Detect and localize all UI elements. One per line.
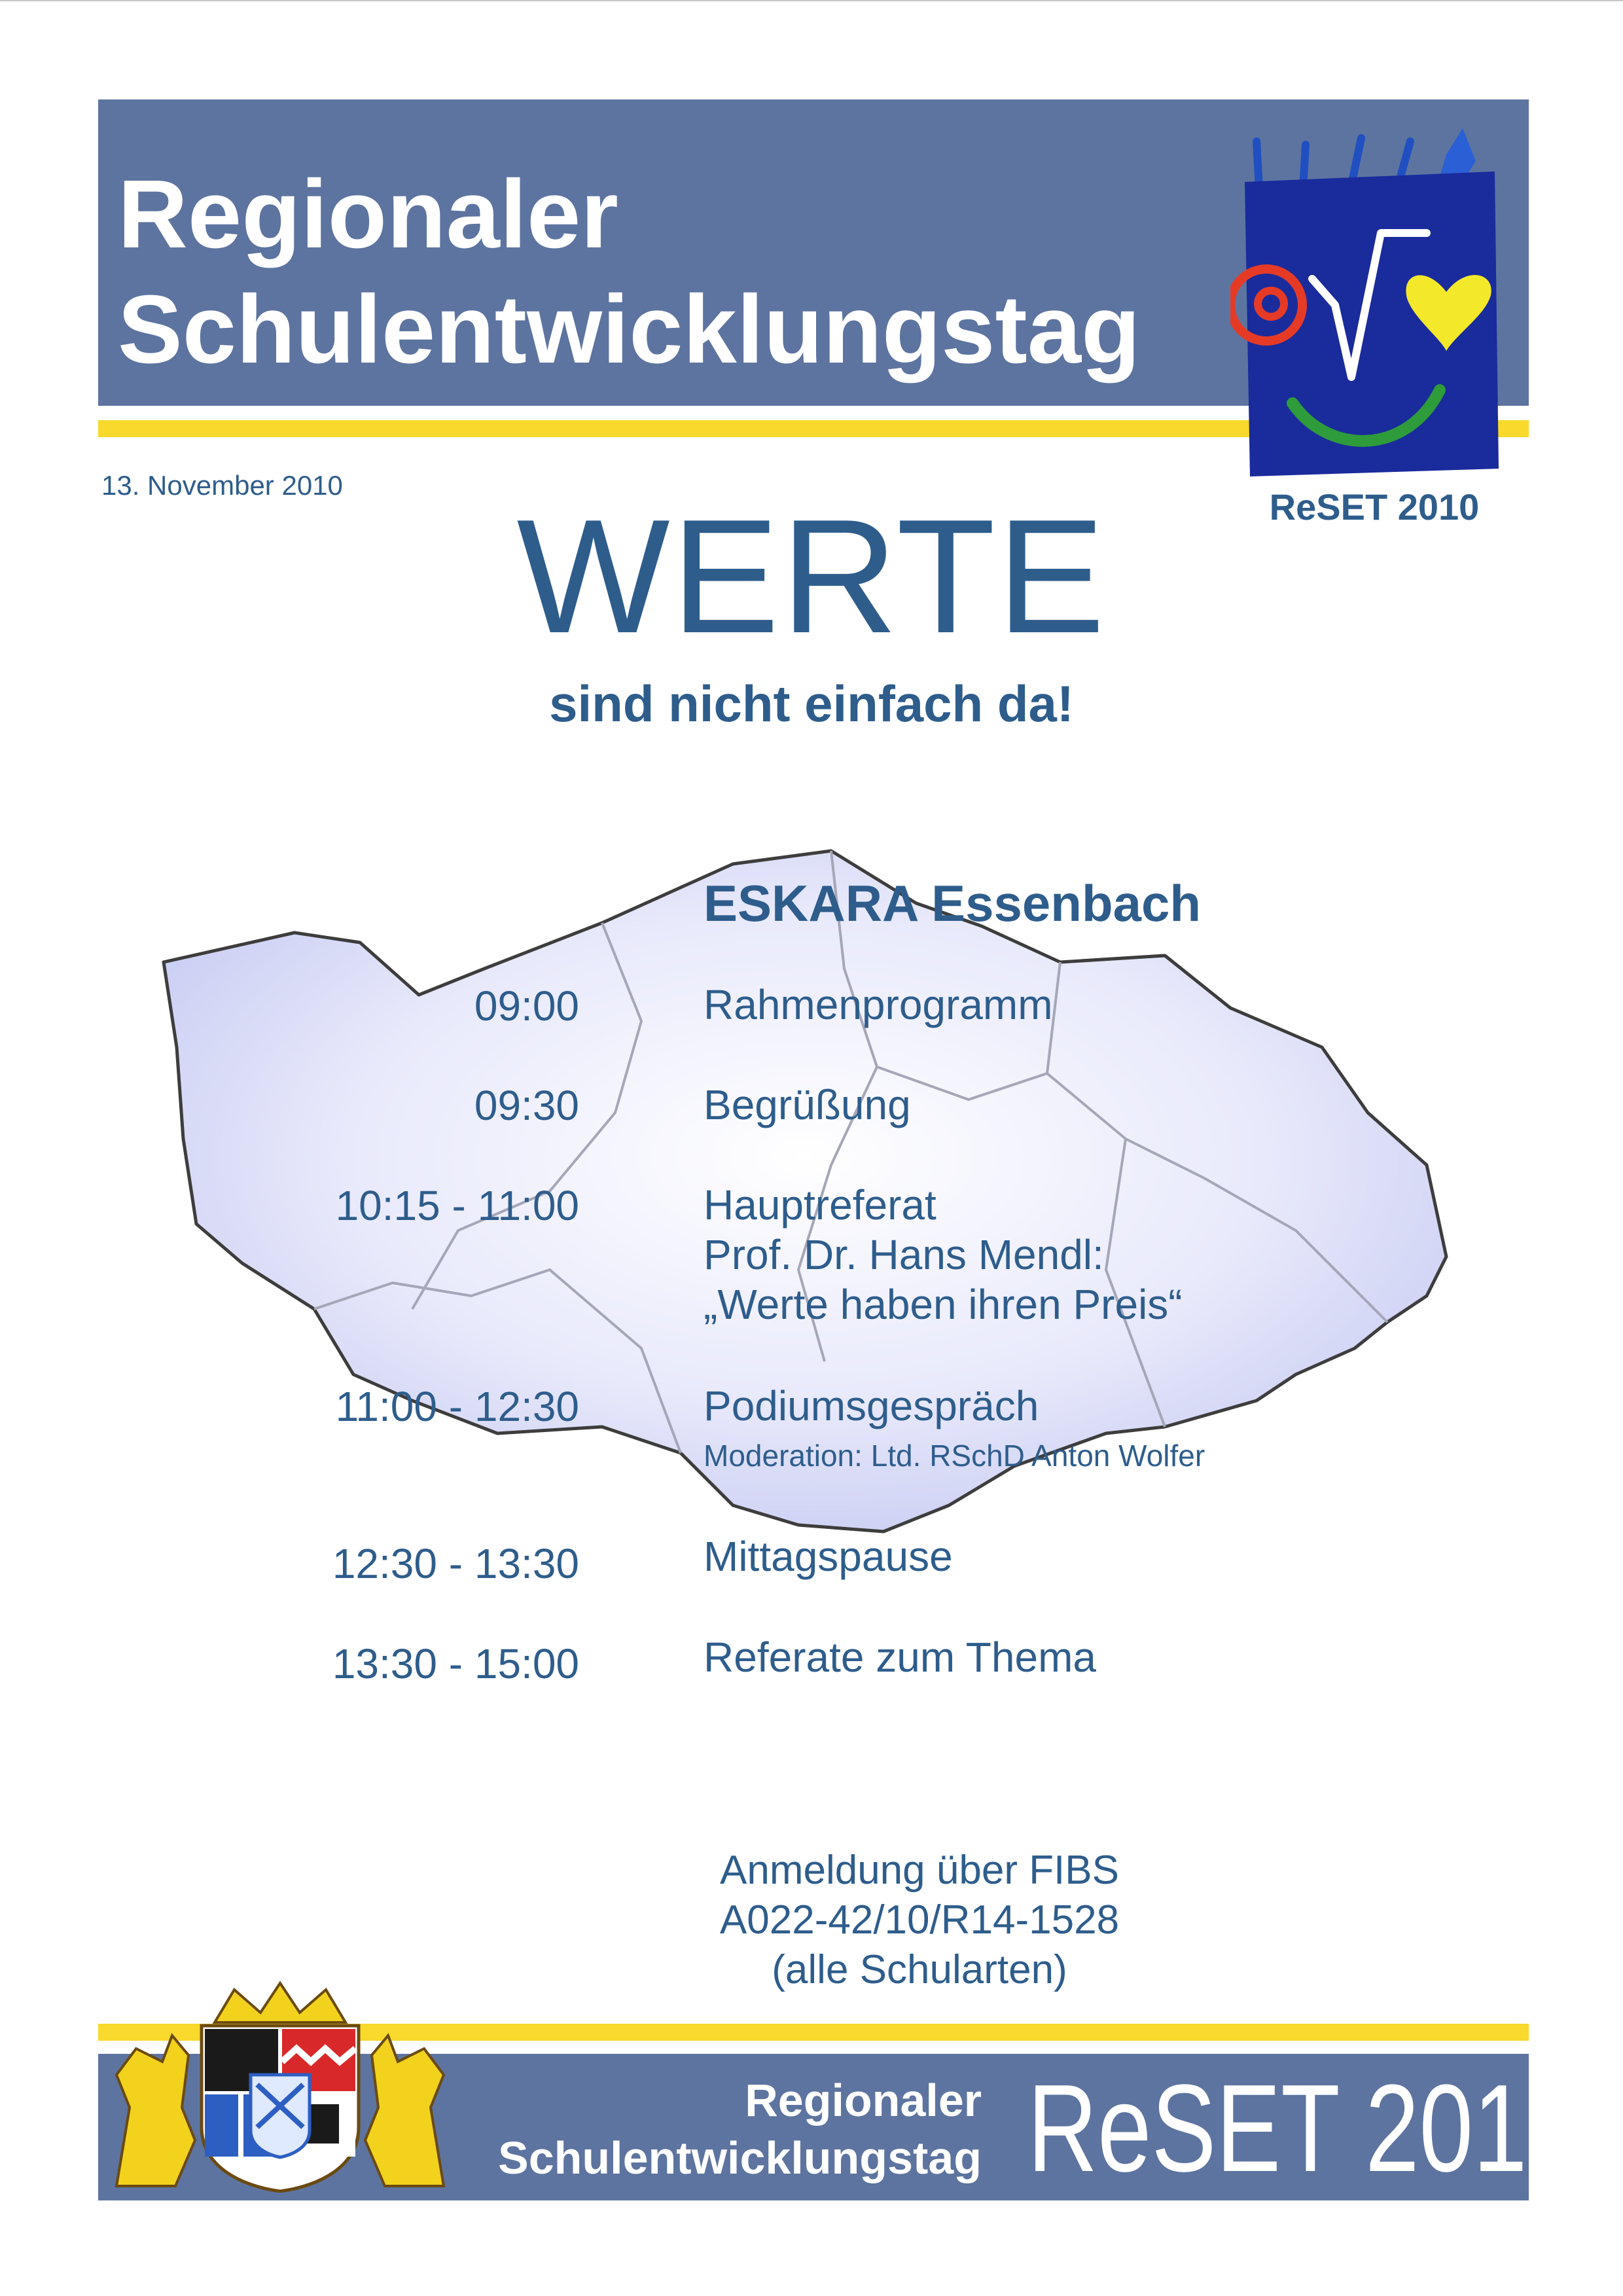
registration-info	[704, 1846, 1135, 1995]
schedule-time: 09:30	[474, 1082, 579, 1129]
schedule-item-title: Hauptreferat	[704, 1181, 936, 1229]
header-title-line2: Schulentwicklungstag	[118, 276, 1141, 384]
schedule-item	[704, 1180, 1183, 1329]
schedule-item-title: Podiumsgespräch	[704, 1382, 1039, 1429]
schedule-item-title: Begrüßung	[704, 1081, 911, 1128]
schedule-item-speaker: Prof. Dr. Hans Mendl:	[704, 1231, 1104, 1278]
reset-pencil-cup-logo-icon	[1230, 128, 1505, 482]
schedule-item-note: Moderation: Ltd. RSchD Anton Wolfer	[704, 1439, 1205, 1473]
schedule-time: 11:00 - 12:30	[335, 1383, 579, 1430]
schedule-time: 10:15 - 11:00	[335, 1182, 579, 1229]
schedule-time: 09:00	[474, 982, 579, 1030]
schedule-item	[704, 1532, 953, 1581]
top-rule	[0, 0, 1623, 1]
registration-line3: (alle Schularten)	[772, 1947, 1067, 1992]
registration-line1: Anmeldung über FIBS	[719, 1848, 1119, 1893]
schedule-item-talk-title: „Werte haben ihren Preis“	[704, 1281, 1183, 1328]
schedule-time: 13:30 - 15:00	[332, 1640, 579, 1687]
schedule-item	[704, 1632, 1096, 1682]
schedule-item	[704, 1080, 911, 1130]
main-headline: WERTE	[516, 485, 1107, 667]
sub-headline: sind nicht einfach da!	[549, 675, 1074, 732]
schedule-item	[704, 980, 1053, 1030]
bavarian-coat-of-arms-icon	[110, 1977, 450, 2193]
schedule-time: 12:30 - 13:30	[332, 1540, 579, 1587]
registration-code: A022-42/10/R14-1528	[719, 1897, 1120, 1943]
footer-title	[458, 2072, 982, 2187]
schedule-item-title: Mittagspause	[704, 1533, 953, 1580]
footer-brand: ReSET 2010	[1027, 2059, 1581, 2198]
logo-caption: ReSET 2010	[1269, 486, 1480, 528]
schedule-item-title: Rahmenprogramm	[704, 981, 1053, 1028]
footer-title-line2: Schulentwicklungstag	[498, 2132, 982, 2183]
venue-title: ESKARA Essenbach	[704, 874, 1202, 932]
event-date: 13. November 2010	[101, 470, 343, 501]
footer-title-line1: Regionaler	[745, 2075, 982, 2126]
schedule-item	[704, 1381, 1205, 1480]
header-title-line1: Regionaler	[118, 160, 618, 268]
header-title	[118, 157, 1140, 387]
schedule-item-title: Referate zum Thema	[704, 1634, 1096, 1681]
